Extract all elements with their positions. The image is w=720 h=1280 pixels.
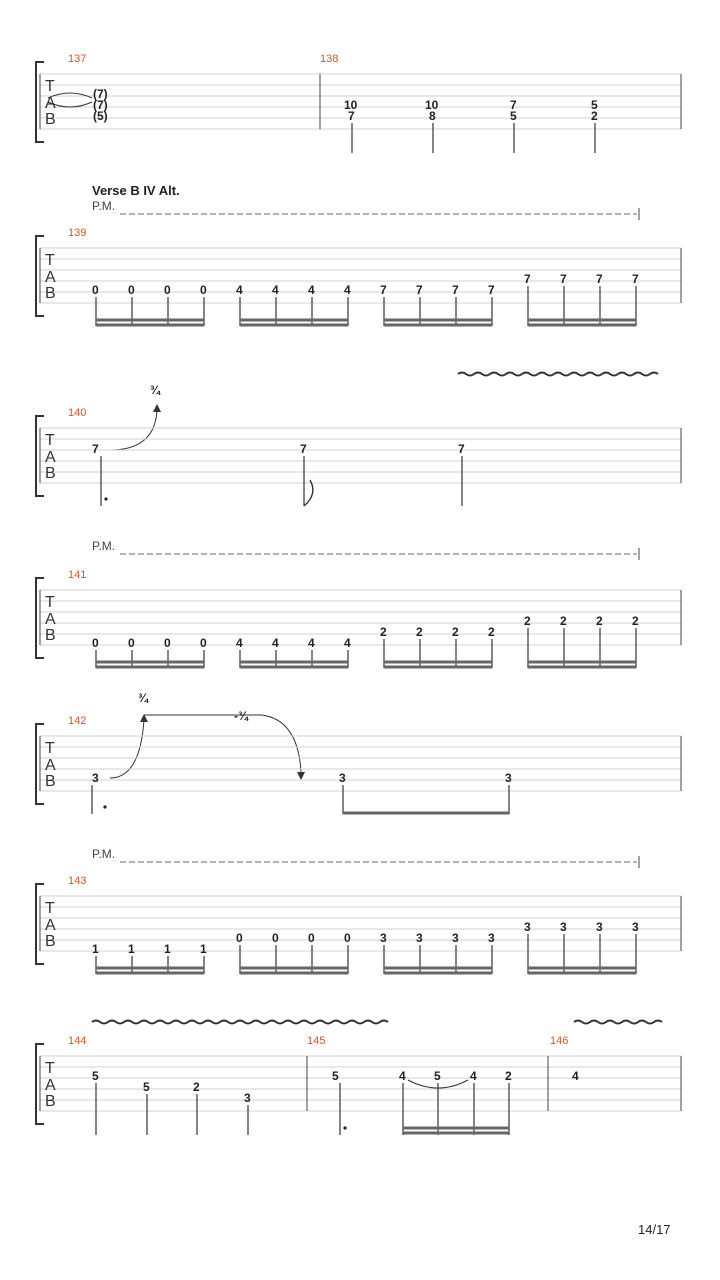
tab-note: 2 (560, 614, 567, 628)
tab-note: 7 (416, 283, 423, 297)
tab-clef-b: B (45, 465, 56, 482)
tab-note: 7 (458, 442, 465, 456)
measure-number: 144 (68, 1035, 87, 1047)
tab-note: 5 (510, 109, 517, 123)
tab-note: 3 (244, 1091, 251, 1105)
system-7 (36, 1021, 681, 1136)
tab-note: 4 (272, 283, 279, 297)
tab-note: 0 (92, 283, 99, 297)
palm-mute-label: P.M. (92, 847, 116, 861)
palm-mute-label: P.M. (92, 539, 116, 553)
page-indicator: 14/17 (638, 1222, 671, 1237)
bend-label: ¾ (150, 383, 161, 397)
staff-lines (40, 1056, 681, 1111)
system-1 (36, 53, 681, 153)
tab-note: 4 (344, 636, 351, 650)
tab-note: 7 (510, 98, 517, 112)
tab-note: 7 (632, 272, 639, 286)
vibrato-line (458, 373, 658, 376)
tab-clef-a: A (45, 1077, 56, 1094)
system-3 (36, 373, 681, 507)
tab-note: 5 (143, 1080, 150, 1094)
tab-note: 2 (524, 614, 531, 628)
tab-clef-a: A (45, 449, 56, 466)
tab-note: 2 (591, 109, 598, 123)
tab-note: 2 (380, 625, 387, 639)
tab-note: 7 (488, 283, 495, 297)
tab-note: 2 (193, 1080, 200, 1094)
tab-note: 4 (344, 283, 351, 297)
tab-note: 7 (596, 272, 603, 286)
tab-note: 1 (164, 942, 171, 956)
tab-note: 8 (429, 109, 436, 123)
tab-clef-t: T (45, 900, 55, 917)
tab-note: 7 (300, 442, 307, 456)
tab-note: (5) (93, 109, 108, 123)
staff-lines (40, 736, 681, 791)
tab-note: 0 (128, 283, 135, 297)
tab-note: 4 (308, 636, 315, 650)
staff-lines (40, 428, 681, 483)
measure-number: 146 (550, 1035, 569, 1047)
tab-note: 0 (200, 636, 207, 650)
tab-note: 0 (200, 283, 207, 297)
tab-note: 2 (596, 614, 603, 628)
tab-note: 0 (128, 636, 135, 650)
tab-clef-t: T (45, 740, 55, 757)
tab-note: 2 (505, 1069, 512, 1083)
measure-number: 137 (68, 53, 87, 65)
tab-clef-a: A (45, 611, 56, 628)
tab-note: 4 (236, 283, 243, 297)
staff-lines (40, 590, 681, 645)
tab-note: 3 (452, 931, 459, 945)
tab-note: 10 (425, 98, 439, 112)
palm-mute-label: P.M. (92, 199, 116, 213)
tab-note: 3 (488, 931, 495, 945)
tab-note: 2 (452, 625, 459, 639)
tab-note: (7) (93, 98, 108, 112)
tab-note: 0 (344, 931, 351, 945)
tab-note: 5 (92, 1069, 99, 1083)
tab-note: 4 (399, 1069, 406, 1083)
tab-note: (7) (93, 87, 108, 101)
tab-note: 2 (416, 625, 423, 639)
tab-clef-b: B (45, 773, 56, 790)
tab-clef-b: B (45, 111, 56, 128)
tab-note: 4 (308, 283, 315, 297)
tab-note: 0 (236, 931, 243, 945)
tab-note: 2 (488, 625, 495, 639)
tab-note: 7 (524, 272, 531, 286)
tab-note: 2 (632, 614, 639, 628)
tab-clef-b: B (45, 285, 56, 302)
tab-note: 3 (524, 920, 531, 934)
tab-note: 0 (272, 931, 279, 945)
tab-clef-a: A (45, 917, 56, 934)
vibrato-line (92, 1021, 388, 1024)
tab-clef-t: T (45, 78, 55, 95)
tab-note: 3 (380, 931, 387, 945)
measure-number: 141 (68, 569, 87, 581)
tab-clef-b: B (45, 1093, 56, 1110)
vibrato-line (574, 1021, 662, 1024)
tab-clef-b: B (45, 933, 56, 950)
measure-number: 139 (68, 227, 87, 239)
tab-note: 5 (591, 98, 598, 112)
tab-note: 0 (164, 283, 171, 297)
tab-note: 5 (332, 1069, 339, 1083)
tab-clef-a: A (45, 95, 56, 112)
tab-note: 7 (348, 109, 355, 123)
tab-note: 7 (452, 283, 459, 297)
tab-note: 0 (308, 931, 315, 945)
system-2 (36, 183, 681, 326)
tab-note: 1 (128, 942, 135, 956)
tab-clef-t: T (45, 594, 55, 611)
system-5 (36, 691, 681, 814)
measure-number: 145 (307, 1035, 326, 1047)
tab-note: 7 (380, 283, 387, 297)
tab-note: 3 (416, 931, 423, 945)
tab-note: 1 (200, 942, 207, 956)
tab-note: 10 (344, 98, 358, 112)
tab-note: 4 (236, 636, 243, 650)
tab-note: 3 (560, 920, 567, 934)
tab-note: 4 (272, 636, 279, 650)
system-4 (36, 539, 681, 668)
tab-clef-a: A (45, 757, 56, 774)
tab-note: 4 (470, 1069, 477, 1083)
system-6 (36, 847, 681, 974)
staff-lines (40, 896, 681, 951)
tab-note: 3 (505, 771, 512, 785)
tab-note: 7 (92, 442, 99, 456)
tab-clef-t: T (45, 252, 55, 269)
tab-note: 3 (92, 771, 99, 785)
measure-number: 143 (68, 875, 87, 887)
tab-note: 0 (92, 636, 99, 650)
bend-label: -¾ (234, 709, 249, 723)
staff-lines (40, 248, 681, 303)
measure-number: 140 (68, 407, 87, 419)
tab-note: 7 (560, 272, 567, 286)
tab-clef-t: T (45, 1060, 55, 1077)
tab-note: 4 (572, 1069, 579, 1083)
tab-note: 5 (434, 1069, 441, 1083)
tab-note: 3 (339, 771, 346, 785)
staff-lines (40, 74, 681, 129)
tab-clef-a: A (45, 269, 56, 286)
tab-note: 0 (164, 636, 171, 650)
section-label: Verse B IV Alt. (92, 183, 180, 198)
measure-number: 138 (320, 53, 339, 65)
tab-clef-t: T (45, 432, 55, 449)
tab-note: 3 (632, 920, 639, 934)
tab-note: 1 (92, 942, 99, 956)
tab-clef-b: B (45, 627, 56, 644)
bend-label: ¾ (138, 691, 149, 705)
measure-number: 142 (68, 715, 87, 727)
tab-note: 3 (596, 920, 603, 934)
